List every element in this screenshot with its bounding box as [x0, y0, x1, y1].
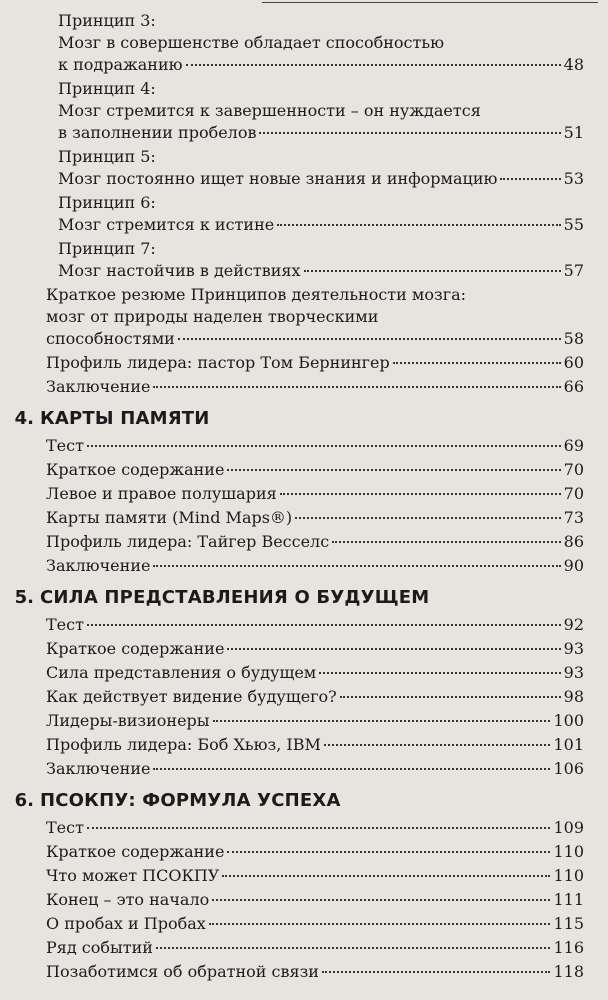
toc-entry-title: Заключение — [46, 377, 151, 396]
toc-entry[interactable] — [46, 710, 584, 732]
toc-entry-title: Позаботимся об обратной связи — [46, 962, 319, 981]
dot-leader — [280, 493, 561, 495]
toc-entry[interactable] — [46, 817, 584, 839]
dot-leader — [227, 469, 560, 471]
dot-leader — [87, 445, 561, 447]
toc-entry[interactable] — [46, 937, 584, 959]
dot-leader — [186, 64, 561, 66]
toc-entry-title: Тест — [46, 615, 84, 634]
dot-leader — [277, 224, 560, 226]
dot-leader — [227, 648, 560, 650]
dot-leader — [87, 827, 551, 829]
toc-entry-title: Профиль лидера: пастор Том Бернингер — [46, 353, 390, 372]
toc-entry[interactable] — [46, 662, 584, 684]
dot-leader — [153, 565, 560, 567]
page-number: 53 — [563, 169, 584, 188]
dot-leader — [227, 851, 550, 853]
dot-leader — [156, 947, 551, 949]
dot-leader — [153, 386, 560, 388]
page-number: 86 — [563, 532, 584, 551]
dot-leader — [340, 696, 561, 698]
page-number: 111 — [553, 890, 584, 909]
toc-entry[interactable] — [46, 376, 584, 398]
toc-entry-line: мозг от природы наделен творческими — [46, 307, 379, 326]
toc-entry[interactable] — [58, 78, 584, 144]
dot-leader — [209, 923, 551, 925]
toc-entry-leader-line — [46, 614, 584, 636]
page-number: 109 — [553, 818, 584, 837]
toc-entry-leader-line — [46, 734, 584, 756]
toc-entry-leader-line — [46, 662, 584, 684]
toc-entry-leader-line — [58, 214, 584, 236]
toc-entry-leader-line — [46, 352, 584, 374]
toc-entry-title: Мозг стремится к истине — [58, 215, 275, 234]
toc-entry[interactable] — [58, 146, 584, 190]
dot-leader — [295, 517, 560, 519]
toc-entry[interactable] — [46, 638, 584, 660]
toc-entry-title: Левое и правое полушария — [46, 484, 277, 503]
chapter-heading — [0, 408, 608, 429]
page-number: 116 — [553, 938, 584, 957]
toc-entry-title: Краткое содержание — [46, 460, 225, 479]
page-number: 48 — [563, 55, 584, 74]
toc-entry-title: Карты памяти (Mind Maps®) — [46, 508, 293, 527]
toc-entry-leader-line — [58, 122, 584, 144]
toc-entry-line: Принцип 4: — [58, 79, 156, 98]
dot-leader — [304, 270, 561, 272]
toc-entry-leader-line — [46, 435, 584, 457]
page-number: 93 — [563, 639, 584, 658]
toc-entry-title: Как действует видение будущего? — [46, 687, 337, 706]
toc-entry[interactable] — [46, 507, 584, 529]
dot-leader — [259, 132, 560, 134]
toc-entry[interactable] — [46, 686, 584, 708]
page-number: 101 — [553, 735, 584, 754]
page-number: 106 — [553, 759, 584, 778]
toc-entry[interactable] — [46, 435, 584, 457]
page-number: 69 — [563, 436, 584, 455]
toc-entry-leader-line — [46, 376, 584, 398]
chapter-number: 5. — [14, 587, 34, 608]
toc-entry[interactable] — [46, 734, 584, 756]
toc-entry-title: Краткое содержание — [46, 639, 225, 658]
page-number: 100 — [553, 711, 584, 730]
toc-entry-title: к подражанию — [58, 55, 183, 74]
page-number: 55 — [563, 215, 584, 234]
toc-entry-title: Заключение — [46, 556, 151, 575]
toc-entry-title: способностями — [46, 329, 175, 348]
toc-entry-line: Мозг в совершенстве обладает способностью — [58, 33, 444, 52]
toc-entry-title: Сила представления о будущем — [46, 663, 317, 682]
toc-entry-line: Краткое резюме Принципов деятельности мозга: — [46, 285, 467, 304]
toc-entry-line: Принцип 7: — [58, 239, 156, 258]
page-number: 118 — [553, 962, 584, 981]
page-number: 98 — [563, 687, 584, 706]
toc-entry[interactable] — [46, 889, 584, 911]
page-number: 110 — [553, 842, 584, 861]
dot-leader — [212, 899, 550, 901]
toc-entry-leader-line — [46, 638, 584, 660]
toc-entry-leader-line — [46, 961, 584, 983]
toc-entry-leader-line — [58, 168, 584, 190]
toc-entry-leader-line — [46, 459, 584, 481]
toc-entry-title: Тест — [46, 818, 84, 837]
toc-entry-leader-line — [46, 328, 584, 350]
page-number: 70 — [563, 460, 584, 479]
dot-leader — [332, 541, 560, 543]
toc-entry-leader-line — [46, 817, 584, 839]
toc-entry-line: Принцип 6: — [58, 193, 156, 212]
toc-entry-title: Тест — [46, 436, 84, 455]
toc-entry-leader-line — [46, 937, 584, 959]
toc-entry[interactable] — [46, 614, 584, 636]
toc-entry[interactable] — [46, 841, 584, 863]
chapter-heading — [0, 790, 608, 811]
page-number: 51 — [563, 123, 584, 142]
chapter-title: ПСОКПУ: ФОРМУЛА УСПЕХА — [40, 790, 341, 811]
dot-leader — [213, 720, 551, 722]
toc-entry-title: Что может ПСОКПУ — [46, 866, 220, 885]
toc-entry-leader-line — [58, 54, 584, 76]
toc-entry-leader-line — [46, 686, 584, 708]
toc-entry-title: Мозг настойчив в действиях — [58, 261, 301, 280]
toc-entry-title: Мозг постоянно ищет новые знания и информацию — [58, 169, 498, 188]
toc-entry-leader-line — [46, 913, 584, 935]
dot-leader — [324, 744, 551, 746]
chapter-title: КАРТЫ ПАМЯТИ — [40, 408, 210, 429]
toc-entry-leader-line — [46, 758, 584, 780]
page-number: 115 — [553, 914, 584, 933]
page-number: 70 — [563, 484, 584, 503]
toc-entry[interactable] — [46, 913, 584, 935]
dot-leader — [153, 768, 550, 770]
toc-entry-leader-line — [58, 260, 584, 282]
header-rule — [262, 2, 598, 3]
toc-entry-title: Заключение — [46, 759, 151, 778]
toc-entry-leader-line — [46, 841, 584, 863]
toc-entry-title: О пробах и Пробах — [46, 914, 206, 933]
page-number: 60 — [563, 353, 584, 372]
toc-entry-leader-line — [46, 531, 584, 553]
page-number: 110 — [553, 866, 584, 885]
toc-entry-line: Принцип 3: — [58, 11, 156, 30]
toc-entry[interactable] — [46, 352, 584, 374]
table-of-contents — [0, 10, 608, 983]
toc-entry[interactable] — [58, 192, 584, 236]
dot-leader — [319, 672, 560, 674]
toc-entry-title: Конец – это начало — [46, 890, 210, 909]
dot-leader — [322, 971, 550, 973]
toc-entry-title: Краткое содержание — [46, 842, 225, 861]
toc-entry[interactable] — [46, 865, 584, 887]
toc-entry[interactable] — [46, 961, 584, 983]
toc-entry[interactable] — [46, 555, 584, 577]
page-number: 92 — [563, 615, 584, 634]
toc-entry[interactable] — [58, 10, 584, 76]
page-number: 93 — [563, 663, 584, 682]
toc-entry[interactable] — [46, 483, 584, 505]
toc-entry[interactable] — [46, 459, 584, 481]
toc-entry-title: в заполнении пробелов — [58, 123, 257, 142]
toc-entry-leader-line — [46, 555, 584, 577]
toc-entry-leader-line — [46, 710, 584, 732]
chapter-title: СИЛА ПРЕДСТАВЛЕНИЯ О БУДУЩЕМ — [40, 587, 430, 608]
toc-entry-leader-line — [46, 483, 584, 505]
page-number: 57 — [563, 261, 584, 280]
dot-leader — [500, 178, 560, 180]
toc-entry[interactable] — [46, 531, 584, 553]
toc-entry-title: Ряд событий — [46, 938, 153, 957]
toc-entry-line: Принцип 5: — [58, 147, 156, 166]
page-number: 73 — [563, 508, 584, 527]
chapter-number: 6. — [14, 790, 34, 811]
toc-entry-leader-line — [46, 507, 584, 529]
toc-entry-title: Профиль лидера: Боб Хьюз, IBM — [46, 735, 321, 754]
toc-entry[interactable] — [46, 284, 584, 350]
chapter-heading — [0, 587, 608, 608]
toc-entry[interactable] — [46, 758, 584, 780]
page-number: 90 — [563, 556, 584, 575]
toc-entry-title: Профиль лидера: Тайгер Весселс — [46, 532, 330, 551]
dot-leader — [178, 338, 561, 340]
page-number: 58 — [563, 329, 584, 348]
toc-entry-line: Мозг стремится к завершенности – он нуждается — [58, 101, 481, 120]
dot-leader — [222, 875, 550, 877]
toc-entry-title: Лидеры-визионеры — [46, 711, 210, 730]
dot-leader — [87, 624, 561, 626]
toc-entry-leader-line — [46, 865, 584, 887]
toc-entry-leader-line — [46, 889, 584, 911]
toc-entry[interactable] — [58, 238, 584, 282]
chapter-number: 4. — [14, 408, 34, 429]
dot-leader — [393, 362, 561, 364]
page-number: 66 — [563, 377, 584, 396]
